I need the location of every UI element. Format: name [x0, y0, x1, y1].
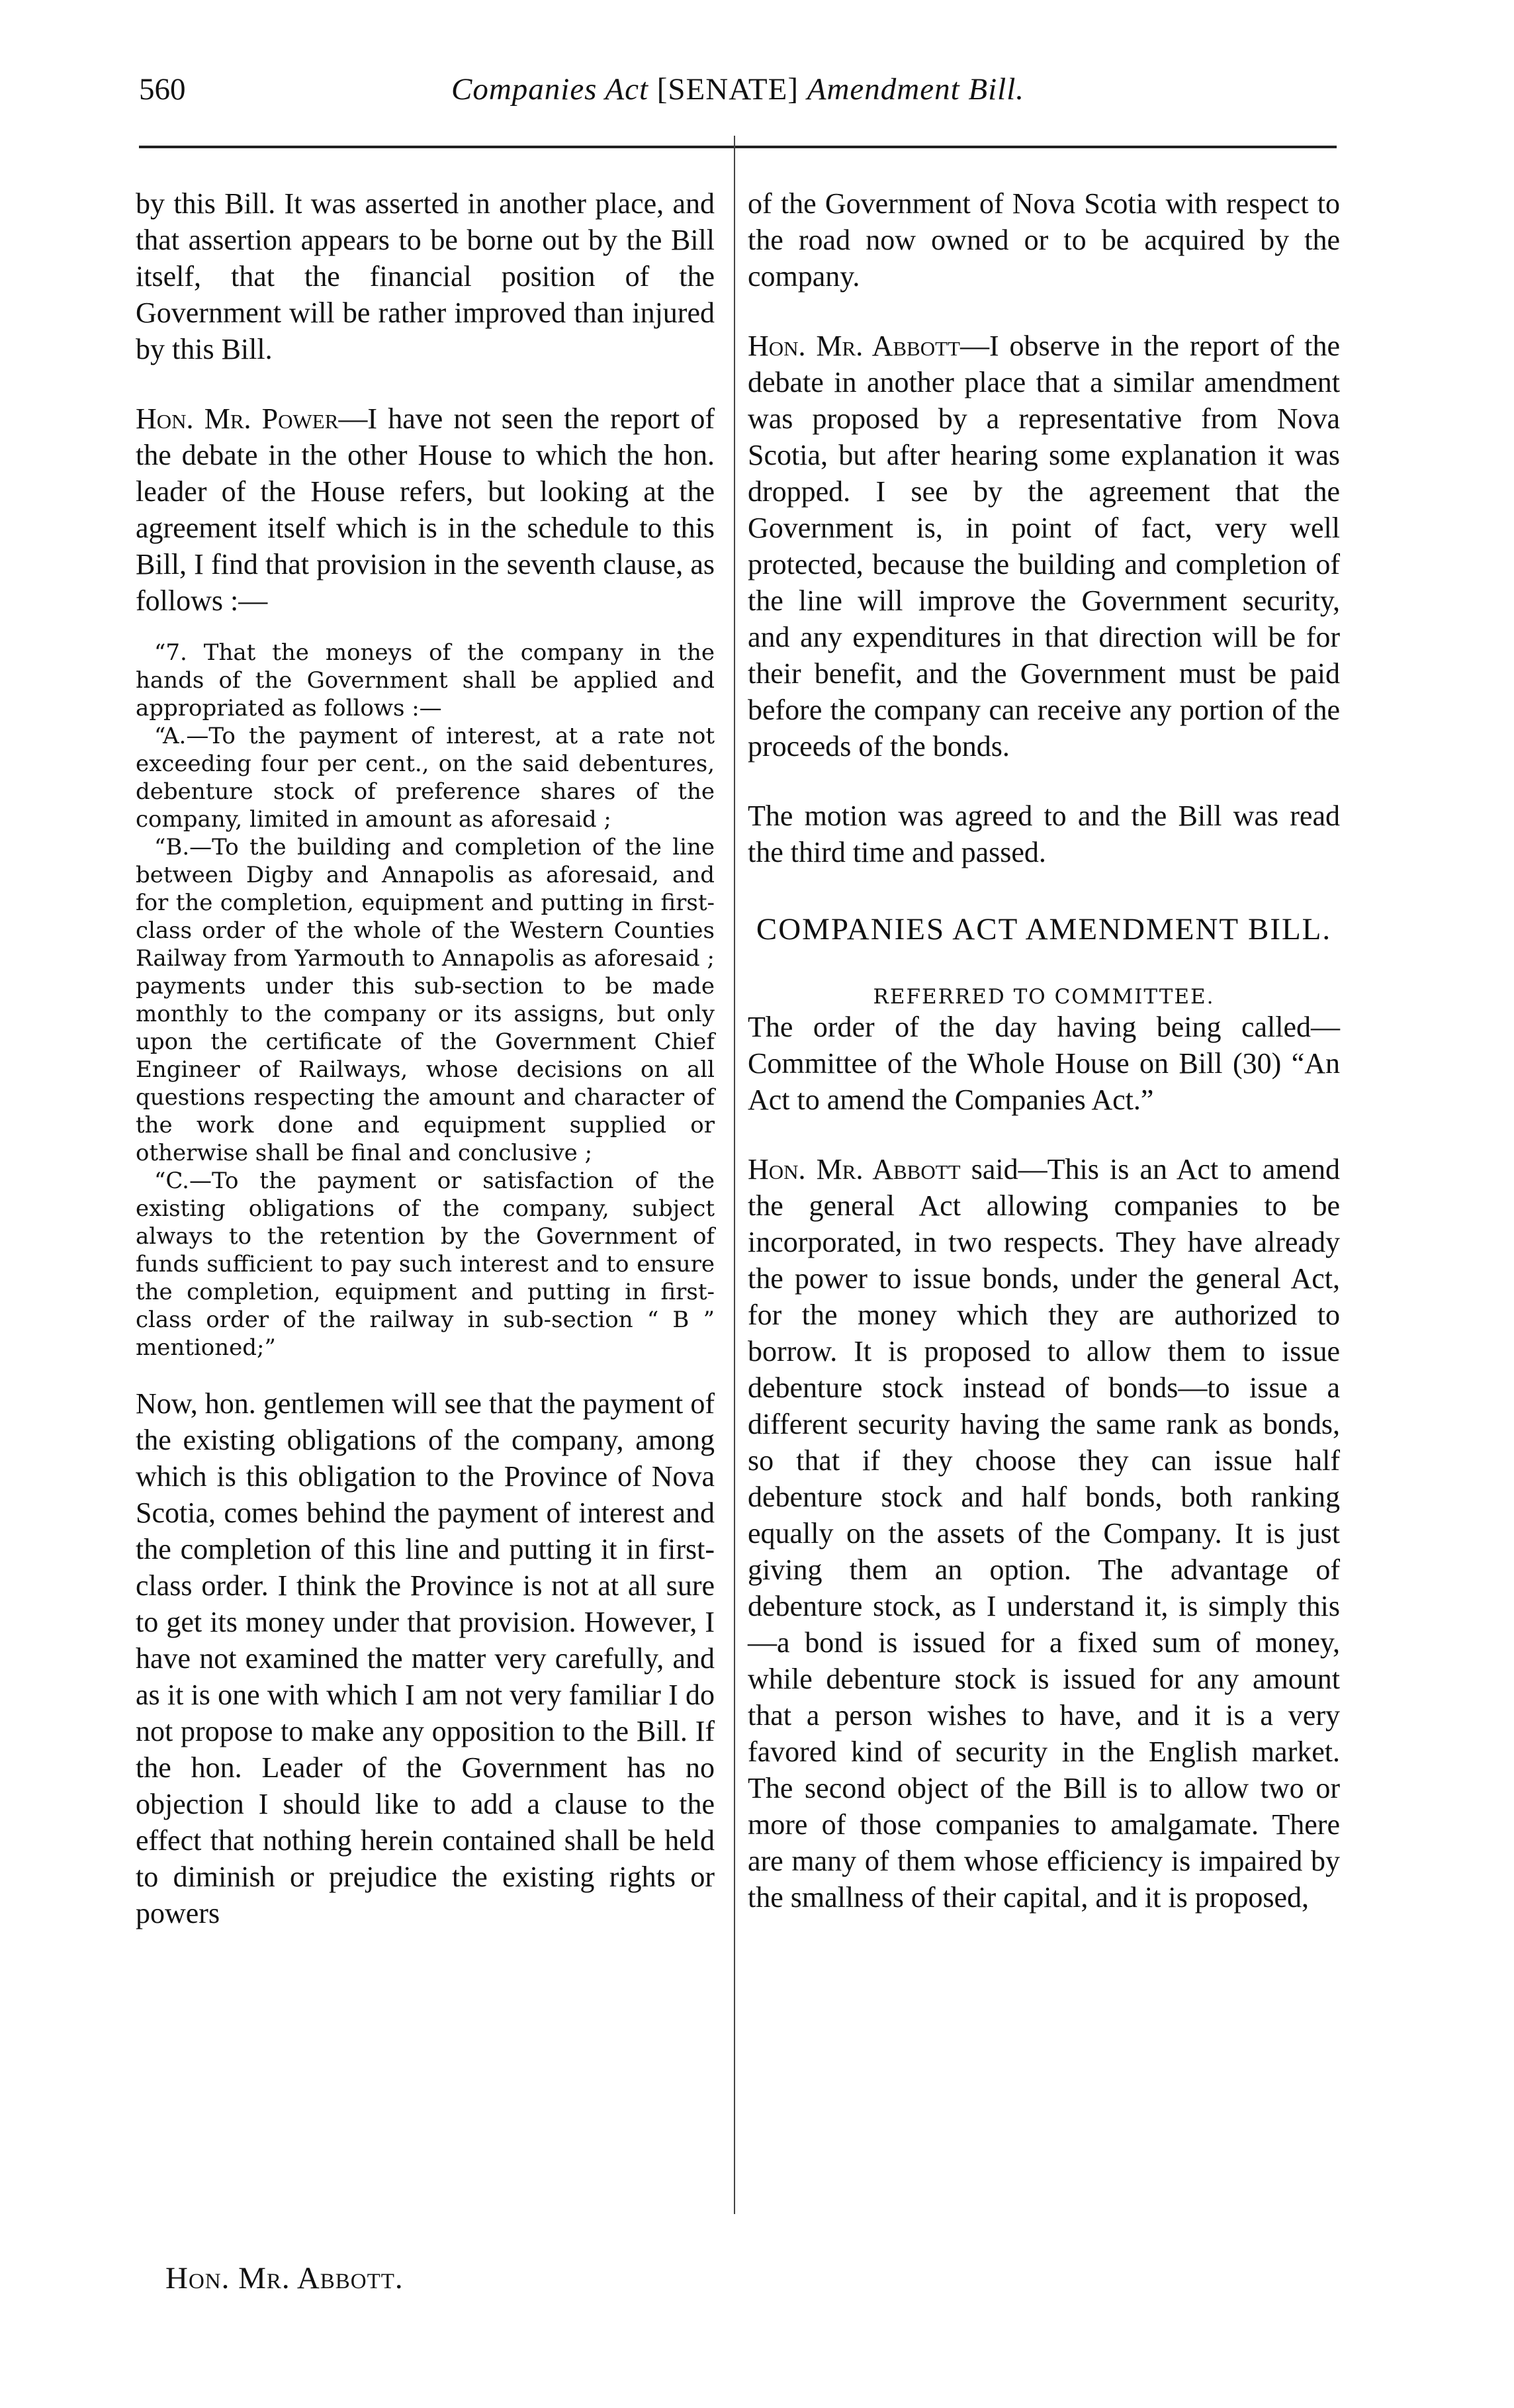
speaker-name: Hon. Mr. Abbott [748, 1153, 961, 1185]
page-number: 560 [139, 72, 186, 107]
left-paragraph-3: Now, hon. gentlemen will see that the payment of the existing obligations of the company, among which is this obligation to the Province of Nova Scotia, comes behind the payment of interest and the completion of this line and putting it in first-class order. I think the Province is not at all sure to get its money under that provision. However, I have not examined the matter very carefully, and as it is one with which I am not very familiar I do not propose to make any opposition to the Bill. If the hon. Leader of the Government has no objection I should like to add a clause to the effect that nothing herein contained shall be held to diminish or prejudice the existing rights or powers [136, 1387, 715, 1929]
quote-item-a: “A.—To the payment of interest, at a rate not exceeding four per cent., on the said debentures, debenture stock of preference shares of the company, limited in amount as aforesaid ; [136, 723, 715, 833]
title-part-1: Companies Act [451, 72, 648, 107]
quote-item-c: “C.—To the payment or satisfaction of the existing obligations of the company, subject always to the retention by the Government of funds sufficient to pay such interest and to ensure the completion, equipment and putting in first-class order of the railway in sub-section “ B ” mentioned;” [136, 1168, 715, 1361]
left-column [136, 185, 715, 1931]
section-subheading: REFERRED TO COMMITTEE. [873, 985, 1215, 1009]
right-paragraph-3: The motion was agreed to and the Bill was read the third time and passed. [748, 800, 1340, 868]
right-column [748, 185, 1340, 1916]
title-part-3: Amendment Bill. [807, 72, 1025, 107]
column-divider [734, 136, 735, 2214]
header-rule [139, 146, 1337, 148]
running-header [139, 66, 1337, 119]
footer-speaker: Hon. Mr. Abbott. [165, 2261, 404, 2295]
right-paragraph-5 [748, 1151, 1340, 1916]
quote-intro: “7. That the moneys of the company in the hands of the Government shall be applied and appropriated as follows :— [136, 639, 715, 721]
speech-text: —I observe in the report of the debate in another place that a similar amendment was proposed by a representative from Nova Scotia, but after hearing some explanation it was dropped. I see by the agreement that the Government is, in point of fact, very well protected, because the building and completion of the line will improve the Government security, and any expenditures in that direction will be for their benefit, and the Government must be paid before the company can receive any portion of the proceeds of the bonds. [748, 330, 1340, 763]
page-title [139, 71, 1337, 107]
left-paragraph-2 [136, 400, 715, 619]
right-paragraph-2 [748, 328, 1340, 764]
speech-text: said—This is an Act to amend the general Act allowing companies to be incorporated, in two respects. They have already the power to issue bonds, under the general Act, for the money which they are authorized to borrow. It is proposed to allow them to issue debenture stock instead of bonds—to issue a different security having the same rank as bonds, so that if they choose they can issue half debenture stock and half bonds, both ranking equally on the assets of the Company. It is just giving them an option. The advantage of debenture stock, as I understand it, is simply this—a bond is issued for a fixed sum of money, while debenture stock is issued for any amount that a person wishes to have, and it is a very favored kind of security in the English market. The second object of the Bill is to allow two or more of those companies to amalgamate. There are many of them whose efficiency is impaired by the smallness of their capital, and it is proposed, [748, 1153, 1341, 1914]
section-heading: COMPANIES ACT AMENDMENT BILL. [756, 912, 1332, 947]
speech-text: —I have not seen the report of the debate in the other House to which the hon. leader of the House refers, but looking at the agreement itself which is in the schedule to this Bill, I find that provision in the seventh clause, as follows :— [136, 402, 715, 617]
quote-item-b: “B.—To the building and completion of the line between Digby and Annapolis as aforesaid, and for the completion, equipment and putting in first-class order of the whole of the Western Counties Railway from Yarmouth to Annapolis as aforesaid ; payments under this sub-section to be made monthly to the company or its assigns, but only upon the certificate of the Government Chief Engineer of Railways, whose decisions on all questions respecting the amount and character of the work done and equipment supplied or otherwise shall be final and conclusive ; [136, 834, 715, 1166]
speaker-name: Hon. Mr. Abbott [748, 330, 960, 362]
left-paragraph-1: by this Bill. It was asserted in another place, and that assertion appears to be borne out by the Bill itself, that the financial position of the Government will be rather improved than injured by this Bill. [136, 187, 715, 365]
title-part-2: [SENATE] [656, 72, 799, 107]
right-paragraph-1: of the Government of Nova Scotia with respect to the road now owned or to be acquired by the company. [748, 187, 1340, 293]
clause-quote [136, 639, 715, 1362]
right-paragraph-4: The order of the day having being called—Committee of the Whole House on Bill (30) “An Act to amend the Companies Act.” [748, 1011, 1340, 1116]
speaker-name: Hon. Mr. Power [136, 402, 339, 435]
